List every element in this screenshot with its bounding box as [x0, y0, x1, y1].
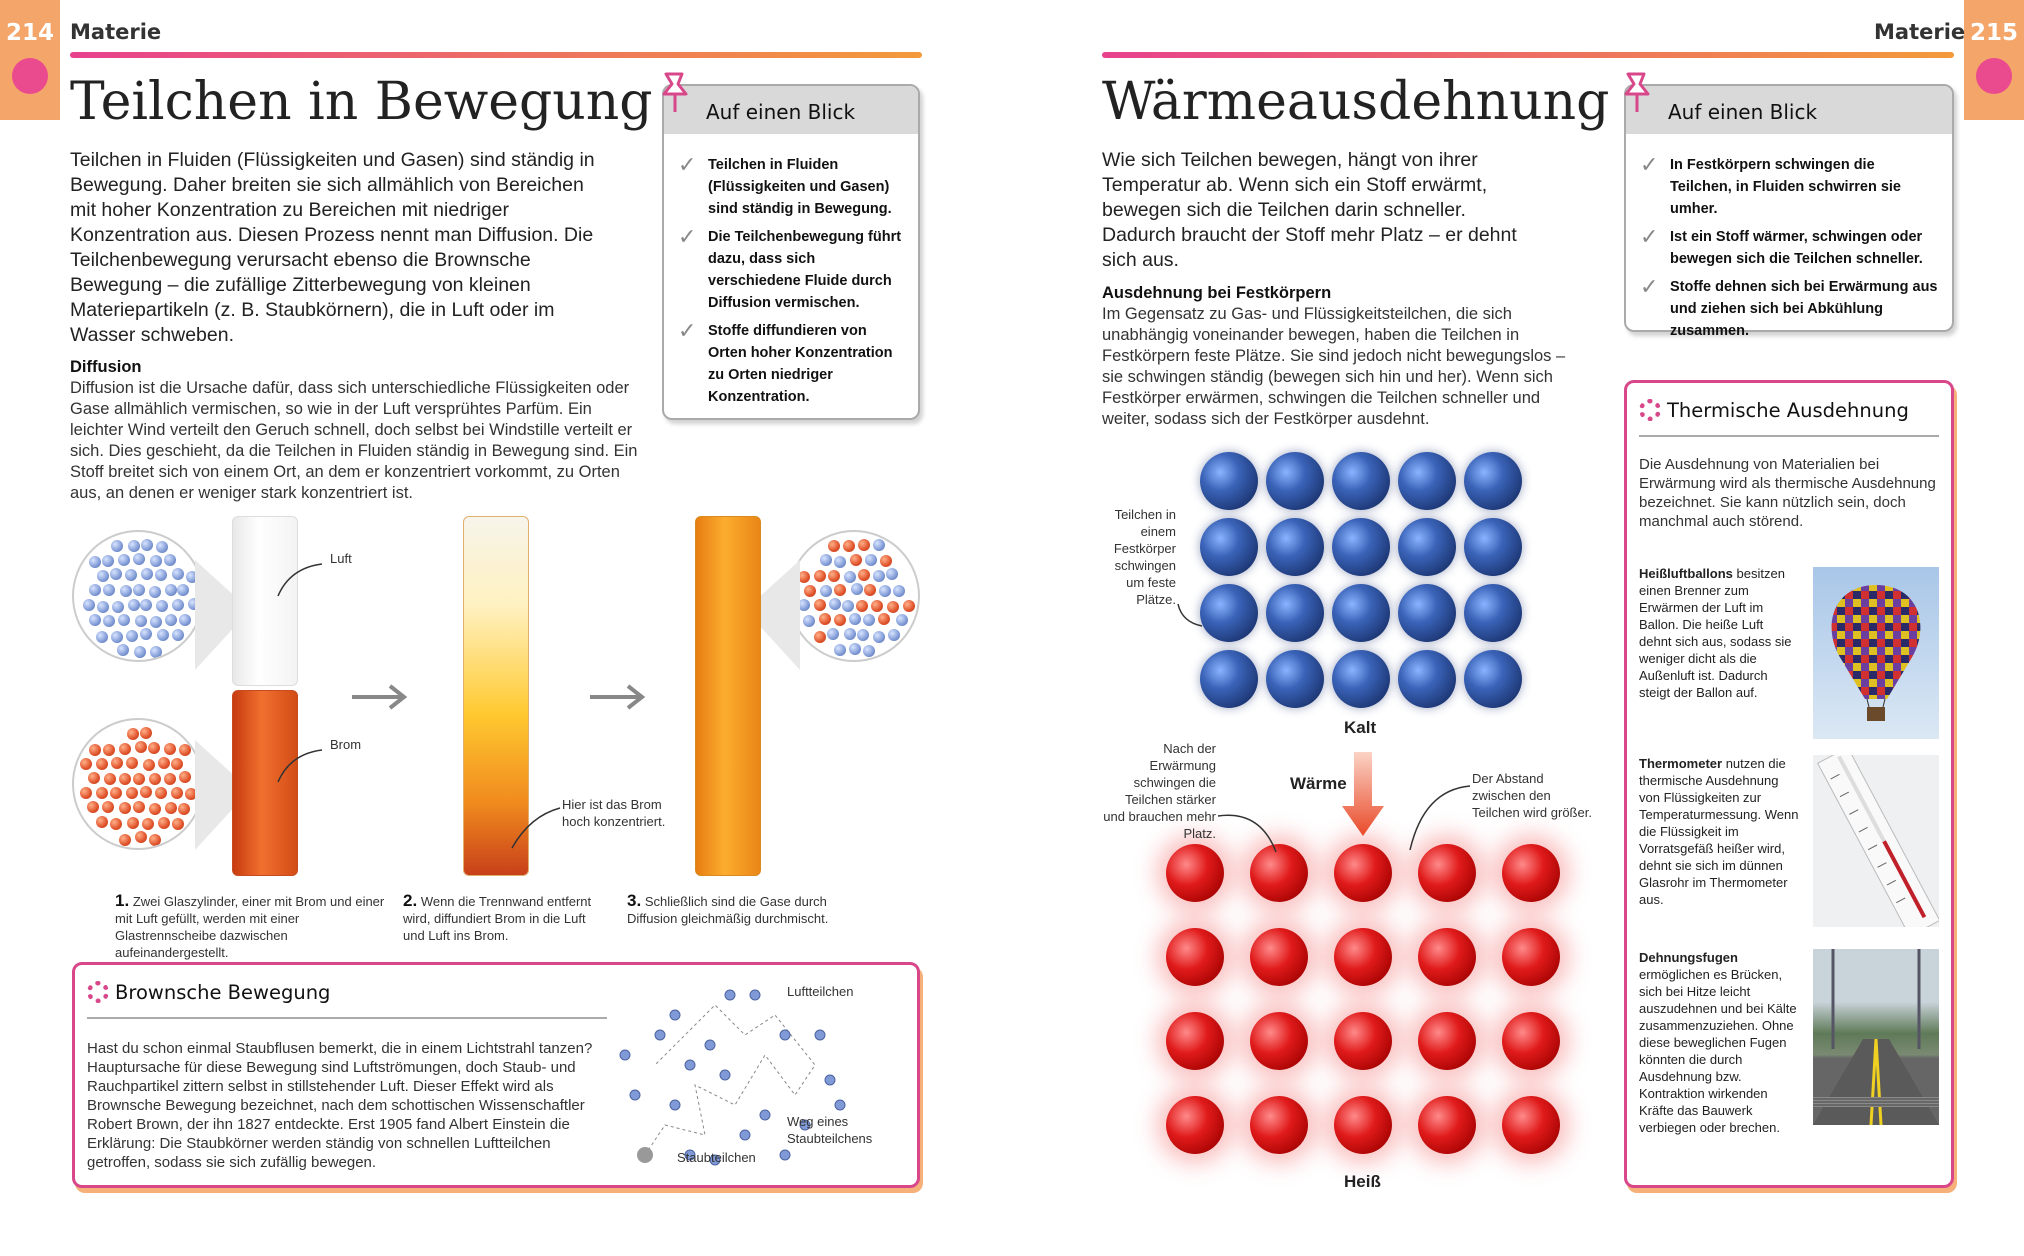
check-icon: ✓ — [678, 224, 697, 249]
lead-paragraph: Teilchen in Fluiden (Flüssigkeiten und Gasen) sind ständig in Bewegung. Daher breiten sie sich allmählich von Bereichen mit hoher Konzentration zu Bereichen mit niedriger Konzentration aus. Diesen Prozess nennt man Diffusion. Die Teilchenbewegung verursacht ebenso die Brownsche Bewegung – die zufällige Zitterbewegung von kleinen Materiepartikeln (z. B. Staubkörnern), die in Luft oder im Wasser schweben. — [70, 149, 595, 346]
header-rule — [1102, 52, 1954, 58]
particle — [149, 586, 161, 598]
particle — [96, 758, 108, 770]
thermal-item-balloon: Heißluftballons besitzen einen Brenner zum Erwärmen der Luft im Ballon. Die heiße Luft dehnt sich aus, sodass sie weniger dicht als die Außenluft ist. Dadurch steigt der Ballon auf. — [1639, 566, 1792, 700]
particle — [89, 584, 101, 596]
label-heiss: Heiß — [1344, 1172, 1381, 1191]
particle — [858, 569, 870, 581]
air-particle — [740, 1130, 750, 1140]
tube-1-air — [232, 516, 298, 686]
particle — [111, 540, 123, 552]
diffusion-heading: Diffusion — [70, 358, 142, 376]
particle — [178, 803, 190, 815]
pointer-line — [1404, 780, 1474, 856]
particle — [140, 727, 152, 739]
header-rule — [70, 52, 922, 58]
particle — [879, 585, 891, 597]
label-teilchen: Teilchen in einem Festkörper schwingen um feste Plätze. — [1113, 507, 1176, 607]
particle — [834, 584, 846, 596]
lead-paragraph: Wie sich Teilchen bewegen, hängt von ihrer Temperatur ab. Wenn sich ein Stoff erwärmt, bewegen sich die Teilchen darin schneller. Dadurch braucht der Stoff mehr Platz – er dehnt sich aus. — [1102, 149, 1517, 271]
particle — [126, 757, 138, 769]
particle — [140, 628, 152, 640]
hot-particle — [1334, 928, 1392, 986]
magnet-icon — [12, 58, 48, 94]
particle — [893, 585, 905, 597]
solid-heading: Ausdehnung bei Festkörpern — [1102, 284, 1332, 302]
particle — [135, 741, 147, 753]
cold-particle — [1332, 650, 1390, 708]
particle — [135, 831, 147, 843]
particle — [150, 555, 162, 567]
glance-item: ✓ Ist ein Stoff wärmer, schwingen oder bewegen sich die Teilchen schneller. — [1640, 224, 1923, 267]
label-abstand: Der Abstand zwischen den Teilchen wird größer. — [1472, 771, 1592, 820]
particle — [820, 554, 832, 566]
solid-text: Im Gegensatz zu Gas- und Flüssigkeitsteilchen, die sich unabhängig voneinander bewegen, haben die Teilchen in Festkörpern feste Plätze. Sie sind jedoch nicht bewegungslos – sie schwingen ständig (bewegen sich hin und her). Wenn sich Festkörper erwärmen, schwingen die Teilchen schneller und weiter, sodass sich der Festkörper ausdehnt. — [1102, 305, 1566, 428]
particle — [857, 629, 869, 641]
bromine-particles-magnified — [72, 718, 204, 850]
glance-box-left — [662, 84, 920, 420]
particle — [110, 568, 122, 580]
pushpin-icon — [1622, 70, 1652, 114]
particle — [141, 539, 153, 551]
particle — [119, 834, 131, 846]
particle — [828, 570, 840, 582]
particle — [118, 554, 130, 566]
particle — [834, 644, 846, 656]
particle — [179, 771, 191, 783]
glance-item: ✓ Stoffe diffundieren von Orten hoher Konzentration zu Orten niedriger Konzentration. — [678, 318, 893, 405]
particle — [119, 802, 131, 814]
check-icon: ✓ — [1640, 224, 1659, 249]
particle — [87, 801, 99, 813]
thermal-item-joints: Dehnungsfugen ermöglichen es Brücken, sich bei Hitze leicht auszudehnen und bei Kälte zusammenzuziehen. Ohne diese beweglichen Fugen könnten die durch Ausdehnung bzw. Kontraktion wirkenden Kräfte das Bauwerk verbiegen oder brechen. — [1639, 950, 1797, 1135]
particle — [864, 584, 876, 596]
particle — [128, 599, 140, 611]
particle — [148, 742, 160, 754]
brownian-text: Hast du schon einmal Staubflusen bemerkt, die in einem Lichtstrahl tanzen? Hauptursache für diese Bewegung sind Luftströmungen, doch Staub- und Rauchpartikel zittern selbst in stillstehender Luft. Dieser Effekt wird als Brownsche Bewegung bezeichnet, nach dem schottischen Wissenschaftler Robert Brown, der ihn 1827 entdeckte. Erst 1905 fand Albert Einstein die Erklärung: Die Staubkörner werden ständig von schnellen Luftteilchen getroffen, sodass sie sich zufällig bewegen. — [87, 1040, 593, 1171]
page-number-tab-left — [0, 0, 60, 120]
particle — [119, 743, 131, 755]
particle — [873, 631, 885, 643]
particle — [96, 816, 108, 828]
running-head: Materie — [70, 20, 162, 44]
particle — [97, 570, 109, 582]
particle — [878, 613, 890, 625]
cold-particle — [1332, 518, 1390, 576]
particle — [865, 554, 877, 566]
particle — [880, 555, 892, 567]
pointer-line — [1176, 600, 1206, 630]
cold-particle — [1266, 518, 1324, 576]
air-particle — [815, 1030, 825, 1040]
particle — [96, 787, 108, 799]
air-particle — [780, 1030, 790, 1040]
particle — [844, 628, 856, 640]
particle — [828, 540, 840, 552]
air-particle — [630, 1090, 640, 1100]
particle — [128, 540, 140, 552]
particle — [849, 613, 861, 625]
thermal-box — [1624, 380, 1954, 1188]
cold-particle — [1398, 584, 1456, 642]
particle — [102, 801, 114, 813]
particle — [119, 773, 131, 785]
label-luft: Luft — [330, 551, 352, 566]
air-particle — [780, 1150, 790, 1160]
hot-air-balloon-photo — [1813, 567, 1939, 739]
particle — [155, 787, 167, 799]
particle — [118, 614, 130, 626]
particle — [863, 614, 875, 626]
label-kalt: Kalt — [1344, 718, 1377, 737]
hot-particle — [1166, 1096, 1224, 1154]
particle — [142, 818, 154, 830]
particle — [851, 583, 863, 595]
particle — [97, 601, 109, 613]
particle — [133, 553, 145, 565]
dust-particle — [637, 1147, 653, 1163]
particle — [827, 628, 839, 640]
air-particle — [760, 1110, 770, 1120]
particle — [888, 629, 900, 641]
particle — [843, 540, 855, 552]
cold-particle — [1266, 452, 1324, 510]
particle — [158, 817, 170, 829]
particle — [140, 599, 152, 611]
particle — [135, 615, 147, 627]
particle — [104, 773, 116, 785]
cold-particle — [1200, 584, 1258, 642]
particle — [149, 834, 161, 846]
arrow-right-icon — [588, 682, 648, 712]
check-icon: ✓ — [678, 318, 697, 343]
hot-particle — [1418, 1012, 1476, 1070]
label-luftteilchen: Luftteilchen — [787, 984, 854, 999]
particle — [803, 615, 815, 627]
cold-particle — [1398, 452, 1456, 510]
step-2: 2. Wenn die Trennwand entfernt wird, diffundiert Brom in die Luft und Luft ins Brom. — [403, 891, 592, 943]
particle — [849, 643, 861, 655]
glance-box-right — [1624, 84, 1954, 339]
check-icon: ✓ — [1640, 152, 1659, 177]
particle — [120, 585, 132, 597]
hot-particle — [1418, 1096, 1476, 1154]
tube-3-mixed — [695, 516, 761, 876]
particle — [820, 585, 832, 597]
particle — [834, 556, 846, 568]
arrow-right-icon — [350, 682, 410, 712]
particle — [156, 541, 168, 553]
particle — [150, 616, 162, 628]
particle — [172, 568, 184, 580]
thermal-intro: Die Ausdehnung von Materialien bei Erwärmung wird als thermische Ausdehnung bezeichnet. Sie kann nützlich sein, doch manchmal auch störend. — [1639, 456, 1936, 530]
particle — [127, 728, 139, 740]
cold-particle — [1200, 518, 1258, 576]
divider — [1639, 435, 1939, 437]
particle — [96, 631, 108, 643]
particle — [829, 598, 841, 610]
cold-particle — [1398, 650, 1456, 708]
particle — [133, 801, 145, 813]
particle — [858, 539, 870, 551]
particle — [871, 600, 883, 612]
particle — [83, 599, 95, 611]
hot-particle — [1418, 928, 1476, 986]
bridge-joint-photo — [1813, 949, 1939, 1125]
hot-particle — [1334, 1012, 1392, 1070]
step-1: 1. Zwei Glaszylinder, einer mit Brom und einer mit Luft gefüllt, werden mit einer Glastrennscheibe dazwischen aufeinandergestellt. — [115, 891, 385, 960]
particle — [814, 631, 826, 643]
cog-icon — [87, 981, 109, 1003]
page-title: Teilchen in Bewegung — [70, 72, 653, 132]
cold-particle — [1464, 452, 1522, 510]
pointer-line — [270, 746, 330, 786]
particle — [863, 645, 875, 657]
particle — [133, 773, 145, 785]
particle — [133, 584, 145, 596]
particle — [165, 614, 177, 626]
label-brom: Brom — [330, 737, 362, 752]
particle — [164, 743, 176, 755]
particle — [844, 571, 856, 583]
pointer-line — [1216, 800, 1282, 856]
step-3: 3. Schließlich sind die Gase durch Diffusion gleichmäßig durchmischt. — [627, 891, 829, 926]
hot-particle — [1250, 1012, 1308, 1070]
glance-item: ✓ Stoffe dehnen sich bei Erwärmung aus und ziehen sich bei Abkühlung zusammen. — [1640, 274, 1938, 339]
particle — [111, 757, 123, 769]
hot-particle — [1334, 844, 1392, 902]
page-title: Wärmeausdehnung — [1102, 72, 1610, 132]
particle — [125, 569, 137, 581]
particle — [103, 584, 115, 596]
cold-particle — [1398, 518, 1456, 576]
pointer-line — [506, 804, 566, 854]
glance-title: Auf einen Blick — [1626, 86, 1952, 134]
air-particle — [670, 1010, 680, 1020]
particle — [165, 584, 177, 596]
air-particle — [825, 1075, 835, 1085]
air-particles-magnified — [72, 530, 204, 662]
particle — [149, 803, 161, 815]
particle — [179, 744, 191, 756]
particle — [856, 600, 868, 612]
glance-item: ✓ Die Teilchenbewegung führt dazu, dass sich verschiedene Fluide durch Diffusion vermischen. — [678, 224, 902, 311]
particle — [903, 600, 915, 612]
particle — [155, 569, 167, 581]
cold-particle — [1464, 650, 1522, 708]
hot-particle — [1166, 1012, 1224, 1070]
particle — [89, 744, 101, 756]
particle — [873, 570, 885, 582]
particle — [134, 646, 146, 658]
label-waerme: Wärme — [1290, 774, 1347, 793]
label-nach: Nach der Erwärmung schwingen die Teilchen stärker und brauchen mehr Platz. — [1103, 741, 1216, 841]
particle — [165, 802, 177, 814]
mixed-particles-magnified — [788, 530, 920, 662]
divider — [87, 1017, 607, 1019]
brownian-box — [72, 962, 920, 1188]
air-particle — [720, 1070, 730, 1080]
diffusion-text: Diffusion ist die Ursache dafür, dass sich unterschiedliche Flüssigkeiten oder Gase allmählich vermischen, so wie in der Luft versprühtes Parfüm. Ein leichter Wind verteilt den Geruch schnell, doch selbst bei Windstille verteilt er sich. Dies geschieht, da die Teilchen in Fluiden ständig in Bewegung sind. Ein Stoff breitet sich von einem Ort, an dem er konzentriert vorkommt, zu Orten aus, an denen er weniger stark konzentriert ist. — [70, 379, 638, 502]
air-particle — [620, 1050, 630, 1060]
air-particle — [685, 1060, 695, 1070]
label-weg: Weg eines Staubteilchens — [787, 1114, 873, 1146]
particle — [172, 818, 184, 830]
particle — [102, 555, 114, 567]
particle — [814, 599, 826, 611]
label-brom-konzentriert: Hier ist das Brom hoch konzentriert. — [562, 797, 666, 829]
hot-particle — [1502, 928, 1560, 986]
hot-particle — [1250, 1096, 1308, 1154]
particle — [89, 556, 101, 568]
check-icon: ✓ — [678, 152, 697, 177]
thermometer-photo — [1813, 755, 1939, 927]
page-number: 214 — [5, 20, 54, 46]
particle — [887, 601, 899, 613]
cold-particle — [1200, 650, 1258, 708]
air-particle — [705, 1040, 715, 1050]
glance-item: ✓ Teilchen in Fluiden (Flüssigkeiten und Gasen) sind ständig in Bewegung. — [678, 152, 892, 217]
air-particle — [750, 990, 760, 1000]
particle — [156, 600, 168, 612]
air-particle — [725, 990, 735, 1000]
page-number-tab-right — [1964, 0, 2024, 120]
particle — [111, 631, 123, 643]
particle — [110, 818, 122, 830]
particle — [127, 817, 139, 829]
particle — [126, 787, 138, 799]
particle — [149, 773, 161, 785]
cold-particle — [1266, 584, 1324, 642]
air-particle — [835, 1100, 845, 1110]
hot-particle — [1166, 928, 1224, 986]
magnet-icon — [1976, 58, 2012, 94]
air-particle — [670, 1100, 680, 1110]
particle — [814, 570, 826, 582]
particle — [179, 614, 191, 626]
hot-particle — [1502, 1012, 1560, 1070]
particle — [164, 773, 176, 785]
hot-particle — [1502, 844, 1560, 902]
particle — [886, 568, 898, 580]
particle — [80, 787, 92, 799]
particle — [873, 539, 885, 551]
pointer-line — [270, 560, 330, 600]
particle — [103, 744, 115, 756]
cold-particle — [1332, 452, 1390, 510]
particle — [89, 614, 101, 626]
glance-item: ✓ In Festkörpern schwingen die Teilchen, in Fluiden schwirren sie umher. — [1640, 152, 1901, 217]
cold-particle — [1464, 518, 1522, 576]
particle — [141, 568, 153, 580]
pushpin-icon — [660, 70, 690, 114]
hot-particle — [1334, 1096, 1392, 1154]
thermal-title: Thermische Ausdehnung — [1639, 399, 1909, 422]
particle — [140, 786, 152, 798]
particle — [126, 630, 138, 642]
particle — [143, 759, 155, 771]
particle — [177, 584, 189, 596]
cold-particle — [1200, 452, 1258, 510]
particle — [171, 758, 183, 770]
air-particle — [655, 1030, 665, 1040]
thermal-item-thermometer: Thermometer nutzen die thermische Ausdehnung von Flüssigkeiten zur Temperaturmessung. Wenn die Flüssigkeit im Vorratsgefäß heißer wird, dehnt sie sich im dünnen Glasrohr im Thermometer aus. — [1639, 756, 1799, 907]
particle — [103, 615, 115, 627]
particle — [117, 644, 129, 656]
particle — [171, 787, 183, 799]
particle — [80, 758, 92, 770]
particle — [88, 772, 100, 784]
hot-particle — [1502, 1096, 1560, 1154]
check-icon: ✓ — [1640, 274, 1659, 299]
glance-title: Auf einen Blick — [664, 86, 918, 134]
brownian-title: Brownsche Bewegung — [87, 981, 330, 1004]
cog-icon — [1639, 399, 1661, 421]
particle — [850, 554, 862, 566]
particle — [834, 614, 846, 626]
hot-particle — [1250, 928, 1308, 986]
particle — [804, 585, 816, 597]
cold-particle — [1332, 584, 1390, 642]
particle — [842, 600, 854, 612]
particle — [112, 601, 124, 613]
particle — [157, 629, 169, 641]
label-staubteilchen: Staubteilchen — [677, 1150, 756, 1165]
page-number: 215 — [1969, 20, 2018, 46]
particle — [819, 613, 831, 625]
particle — [172, 629, 184, 641]
particle — [150, 646, 162, 658]
cold-particle — [1266, 650, 1324, 708]
particle — [158, 757, 170, 769]
particle — [164, 554, 176, 566]
particle — [172, 599, 184, 611]
particle — [110, 787, 122, 799]
heat-arrow-icon — [1340, 752, 1386, 838]
running-head: Materie — [1874, 20, 1966, 44]
cold-particle — [1464, 584, 1522, 642]
particle — [896, 614, 908, 626]
